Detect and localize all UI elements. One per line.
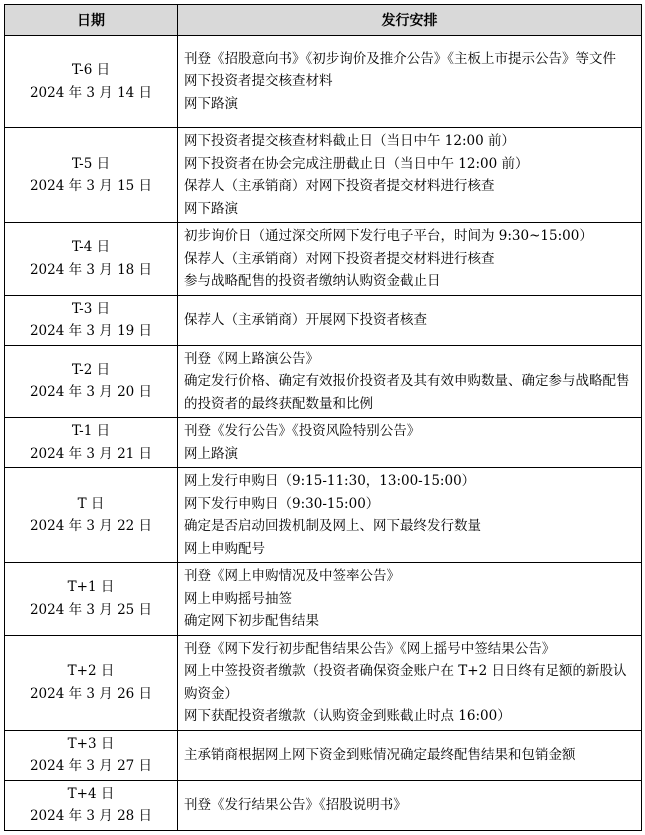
schedule-item: 确定网下初步配售结果 [184, 613, 319, 629]
trading-day: T-4 日 [71, 239, 111, 256]
trading-day: T+3 日 [67, 735, 115, 752]
date-cell [5, 635, 178, 730]
schedule-item: 网下路演 [184, 200, 238, 217]
date-cell [5, 345, 178, 418]
schedule-item: 刊登《网下发行初步配售结果公告》《网上摇号中签结果公告》 [184, 640, 556, 657]
schedule-cell [178, 468, 642, 563]
calendar-date: 2024 年 3 月 27 日 [29, 758, 153, 774]
schedule-item: 网上路演 [184, 445, 238, 462]
schedule-item: 刊登《网上路演公告》 [184, 350, 319, 367]
schedule-item: 保荐人（主承销商）对网下投资者提交材料进行核查 [184, 250, 495, 267]
schedule-item: 主承销商根据网上网下资金到账情况确定最终配售结果和包销金额 [184, 746, 576, 763]
trading-day: T+2 日 [67, 663, 115, 679]
schedule-item: 网上中签投资者缴款（投资者确保资金账户在 T+2 日日终有足额的新股认购资金） [184, 663, 627, 702]
table-row [5, 730, 642, 780]
issuance-schedule-table [4, 4, 642, 831]
table-row [5, 36, 642, 128]
table-row [5, 468, 642, 563]
schedule-cell [178, 223, 642, 296]
schedule-item: 刊登《发行公告》《投资风险特别公告》 [184, 423, 421, 439]
schedule-item: 网上发行申购日（9:15-11:30，13:00-15:00） [184, 473, 476, 489]
date-cell [5, 780, 178, 830]
table-row [5, 563, 642, 636]
calendar-date: 2024 年 3 月 19 日 [29, 323, 153, 339]
calendar-date: 2024 年 3 月 21 日 [29, 445, 153, 462]
schedule-cell [178, 36, 642, 128]
schedule-item: 网下发行申购日（9:30-15:00） [184, 495, 380, 512]
calendar-date: 2024 年 3 月 18 日 [29, 261, 153, 278]
schedule-cell [178, 730, 642, 780]
trading-day: T-5 日 [71, 155, 111, 172]
schedule-body [5, 36, 642, 831]
schedule-item: 保荐人（主承销商）开展网下投资者核查 [184, 311, 427, 328]
trading-day: T-1 日 [71, 423, 111, 439]
calendar-date: 2024 年 3 月 25 日 [29, 601, 153, 618]
date-cell [5, 36, 178, 128]
trading-day: T-3 日 [71, 300, 111, 317]
schedule-item: 刊登《发行结果公告》《招股说明书》 [184, 796, 407, 813]
trading-day: T+4 日 [67, 785, 115, 802]
schedule-item: 确定发行价格、确定有效报价投资者及其有效申购数量、确定参与战略配售的投资者的最终获配数量和比例 [184, 373, 630, 412]
schedule-cell [178, 295, 642, 345]
date-cell [5, 128, 178, 223]
calendar-date: 2024 年 3 月 14 日 [29, 84, 153, 101]
schedule-item: 参与战略配售的投资者缴纳认购资金截止日 [184, 273, 441, 289]
schedule-cell [178, 780, 642, 830]
schedule-cell [178, 345, 642, 418]
date-cell [5, 468, 178, 563]
trading-day: T-6 日 [71, 62, 111, 78]
date-cell [5, 563, 178, 636]
table-row [5, 128, 642, 223]
trading-day: T+1 日 [67, 579, 115, 596]
table-row [5, 418, 642, 468]
table-row [5, 780, 642, 830]
trading-day: T-2 日 [71, 361, 111, 378]
table-row [5, 223, 642, 296]
table-row [5, 635, 642, 730]
date-cell [5, 295, 178, 345]
schedule-item: 网下投资者提交核查材料截止日（当日中午 12:00 前） [184, 133, 515, 149]
schedule-cell [178, 128, 642, 223]
header-date: 日期 [5, 5, 178, 36]
schedule-cell [178, 563, 642, 636]
schedule-item: 网下投资者在协会完成注册截止日（当日中午 12:00 前） [184, 155, 529, 172]
schedule-item: 网上申购摇号抽签 [184, 590, 292, 607]
calendar-date: 2024 年 3 月 22 日 [29, 518, 153, 534]
schedule-item: 保荐人（主承销商）对网下投资者提交材料进行核查 [184, 178, 495, 194]
date-cell [5, 418, 178, 468]
calendar-date: 2024 年 3 月 26 日 [29, 685, 153, 702]
schedule-cell [178, 635, 642, 730]
date-cell [5, 223, 178, 296]
calendar-date: 2024 年 3 月 20 日 [29, 384, 153, 401]
table-row [5, 295, 642, 345]
header-schedule: 发行安排 [178, 5, 642, 36]
schedule-item: 网下投资者提交核查材料 [184, 73, 333, 90]
header-row [5, 5, 642, 36]
calendar-date: 2024 年 3 月 15 日 [29, 178, 153, 194]
calendar-date: 2024 年 3 月 28 日 [29, 808, 153, 824]
schedule-item: 网下获配投资者缴款（认购资金到账截止时点 16:00） [184, 708, 511, 724]
schedule-item: 确定是否启动回拨机制及网上、网下最终发行数量 [184, 518, 481, 534]
schedule-item: 刊登《招股意向书》《初步询价及推介公告》《主板上市提示公告》等文件 [184, 50, 616, 67]
table-row [5, 345, 642, 418]
schedule-item: 初步询价日（通过深交所网下发行电子平台，时间为 9:30~15:00） [184, 228, 593, 244]
schedule-item: 刊登《网上申购情况及中签率公告》 [184, 568, 400, 584]
schedule-cell [178, 418, 642, 468]
trading-day: T 日 [77, 495, 105, 512]
schedule-item: 网下路演 [184, 95, 238, 112]
date-cell [5, 730, 178, 780]
schedule-item: 网上申购配号 [184, 540, 265, 557]
